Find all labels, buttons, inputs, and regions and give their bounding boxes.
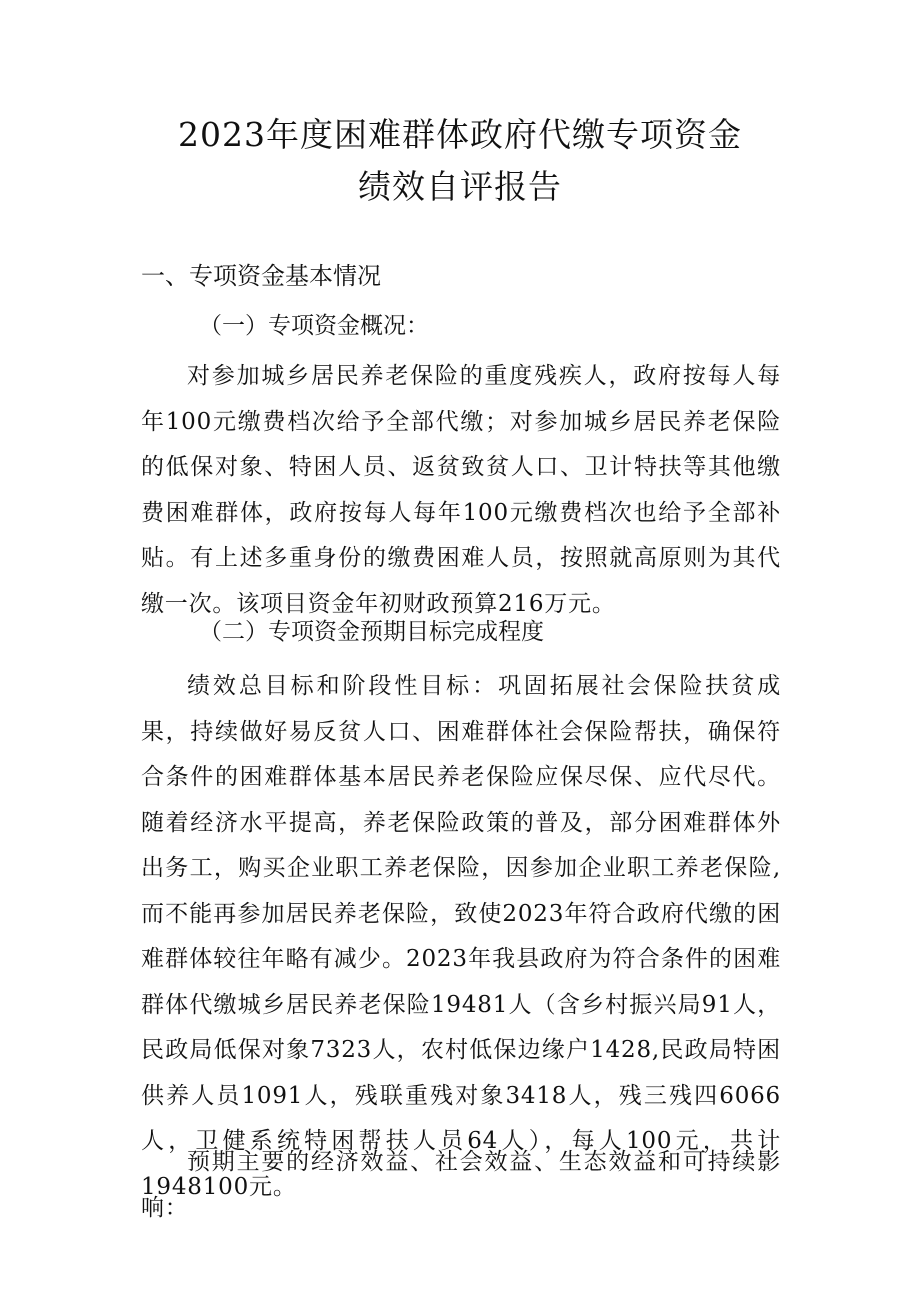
- section1-heading: 一、专项资金基本情况: [141, 262, 381, 290]
- document-title-line2: 绩效自评报告: [358, 167, 562, 206]
- paragraph-expected-benefits: 预期主要的经济效益、社会效益、生态效益和可持续影响：: [141, 1149, 781, 1221]
- paragraph-goal-completion: 绩效总目标和阶段性目标：巩固拓展社会保险扶贫成果，持续做好易反贫人口、困难群体社会保险帮扶，确保符合条件的困难群体基本居民养老保险应保尽保、应代尽代。随着经济水平提高，养老保险政策的普及，部分困难群体外出务工，购买企业职工养老保险，因参加企业职工养老保险,而不能再参加居民养老保险，致使2023年符合政府代缴的困难群体较往年略有减少。2023年我县政府为符合条件的困难群体代缴城乡居民养老保险19481人（含乡村振兴局91人，民政局低保对象7323人，农村低保边缘户1428,民政局特困供养人员1091人，残联重残对象3418人，残三残四6066人，卫健系统特困帮扶人员64人），每人100元，共计1948100元。: [141, 673, 781, 1200]
- subsection2-heading: （二）专项资金预期目标完成程度: [199, 619, 544, 645]
- subsection1-heading: （一）专项资金概况：: [199, 313, 429, 339]
- paragraph-fund-overview: 对参加城乡居民养老保险的重度残疾人，政府按每人每年100元缴费档次给予全部代缴；对参加城乡居民养老保险的低保对象、特困人员、返贫致贫人口、卫计特扶等其他缴费困难群体，政府按每人每年100元缴费档次也给予全部补贴。有上述多重身份的缴费困难人员，按照就高原则为其代缴一次。该项目资金年初财政预算216万元。: [141, 363, 781, 617]
- document-title-line1: 2023年度困难群体政府代缴专项资金: [178, 115, 742, 154]
